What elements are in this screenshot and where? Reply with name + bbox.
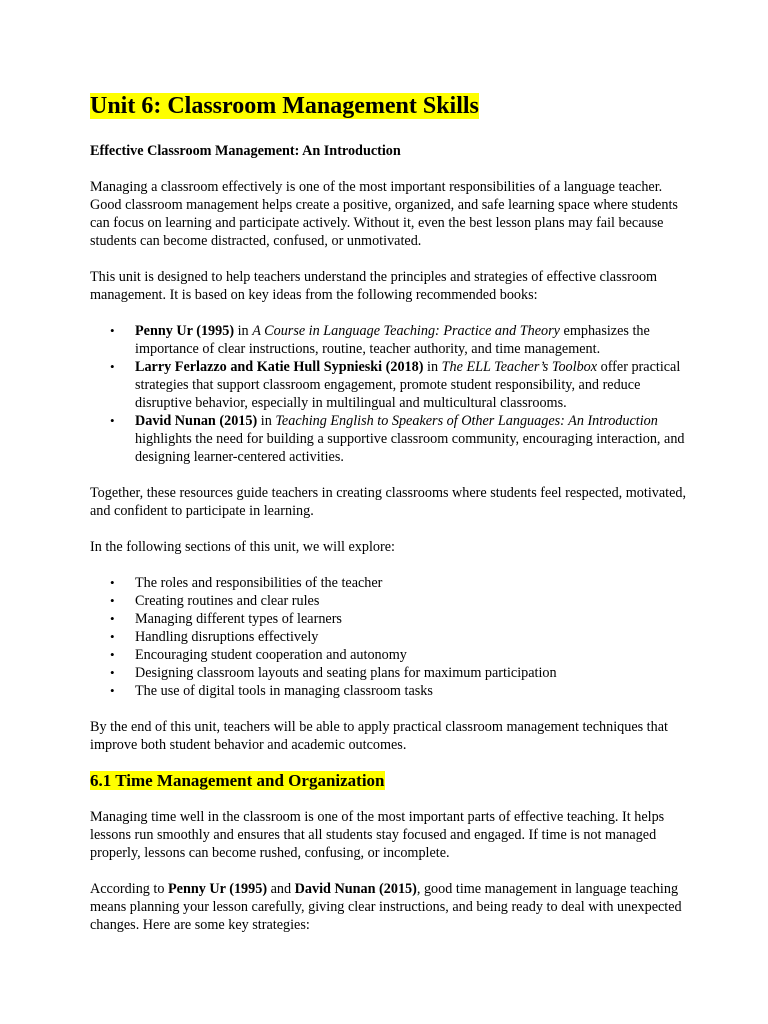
bullet-icon: • — [110, 593, 115, 608]
according-author-1: Penny Ur (1995) — [168, 881, 268, 897]
topic-label: Encouraging student cooperation and autonomy — [135, 647, 407, 663]
book-item — [90, 358, 690, 412]
section-heading-highlight: 6.1 Time Management and Organization — [90, 771, 385, 790]
topic-list — [90, 574, 690, 700]
book-description: emphasizes the importance of clear instructions, routine, teacher authority, and time management. — [135, 323, 650, 357]
topic-item — [90, 592, 690, 610]
topic-item — [90, 574, 690, 592]
bullet-icon: • — [110, 629, 115, 644]
document-page — [90, 90, 690, 934]
according-lead: According to — [90, 881, 169, 897]
topic-label: Handling disruptions effectively — [135, 629, 319, 645]
book-connector: in — [257, 413, 276, 429]
book-author: Larry Ferlazzo and Katie Hull Sypnieski (2018) — [135, 359, 424, 375]
bullet-icon: • — [110, 647, 115, 662]
bullet-icon: • — [110, 665, 115, 680]
topic-item — [90, 610, 690, 628]
book-connector: in — [423, 359, 442, 375]
topic-item — [90, 664, 690, 682]
topic-label: The roles and responsibilities of the teacher — [135, 575, 383, 591]
unit-paragraph: This unit is designed to help teachers understand the principles and strategies of effective classroom management. It is based on key ideas from the following recommended books: — [90, 269, 658, 303]
book-description: offer practical strategies that support classroom engagement, promote student responsibility, and reduce disruptive behavior, especially in multilingual and multicultural classrooms. — [135, 359, 681, 411]
intro-paragraph: Managing a classroom effectively is one of the most important responsibilities of a language teacher. Good classroom management helps create a positive, organized, and safe learning space where students can focus on learning and participate actively. Without it, even the best lesson plans may fail because students can become distracted, confused, or unmotivated. — [90, 179, 678, 249]
book-item — [90, 322, 690, 358]
page-title — [90, 90, 690, 122]
book-author: David Nunan (2015) — [135, 413, 258, 429]
book-title: Teaching English to Speakers of Other Languages: An Introduction — [275, 413, 658, 429]
intro-heading: Effective Classroom Management: An Introduction — [90, 143, 401, 159]
according-and: and — [267, 881, 295, 897]
section-heading — [90, 770, 690, 792]
explore-intro: In the following sections of this unit, we will explore: — [90, 539, 395, 555]
bullet-icon: • — [110, 413, 115, 428]
end-paragraph: By the end of this unit, teachers will be able to apply practical classroom management techniques that improve both student behavior and academic outcomes. — [90, 719, 668, 753]
bullet-icon: • — [110, 359, 115, 374]
according-rest: , good time management in language teaching means planning your lesson carefully, giving clear instructions, and being ready to deal with unexpected changes. Here are some key strategies: — [90, 881, 682, 933]
book-description: highlights the need for building a supportive classroom community, encouraging interaction, and designing learner-centered activities. — [135, 431, 685, 465]
section-paragraph: Managing time well in the classroom is one of the most important parts of effective teaching. It helps lessons run smoothly and ensures that all students stay focused and engaged. If time is not managed properly, lessons can become rushed, confusing, or incomplete. — [90, 809, 665, 861]
topic-label: The use of digital tools in managing classroom tasks — [135, 683, 433, 699]
book-title: The ELL Teacher’s Toolbox — [441, 359, 598, 375]
title-highlight: Unit 6: Classroom Management Skills — [90, 93, 479, 119]
bullet-icon: • — [110, 683, 115, 698]
topic-label: Designing classroom layouts and seating plans for maximum participation — [135, 665, 557, 681]
book-list — [90, 322, 690, 466]
according-author-2: David Nunan (2015) — [294, 881, 417, 897]
book-connector: in — [234, 323, 253, 339]
book-item — [90, 412, 690, 466]
bullet-icon: • — [110, 323, 115, 338]
topic-label: Managing different types of learners — [135, 611, 342, 627]
book-title: A Course in Language Teaching: Practice and Theory — [252, 323, 560, 339]
according-paragraph — [90, 880, 690, 934]
bullet-icon: • — [110, 611, 115, 626]
together-paragraph: Together, these resources guide teachers in creating classrooms where students feel respected, motivated, and confident to participate in learning. — [90, 485, 687, 519]
book-author: Penny Ur (1995) — [135, 323, 235, 339]
topic-item — [90, 646, 690, 664]
bullet-icon: • — [110, 575, 115, 590]
topic-label: Creating routines and clear rules — [135, 593, 320, 609]
topic-item — [90, 682, 690, 700]
topic-item — [90, 628, 690, 646]
